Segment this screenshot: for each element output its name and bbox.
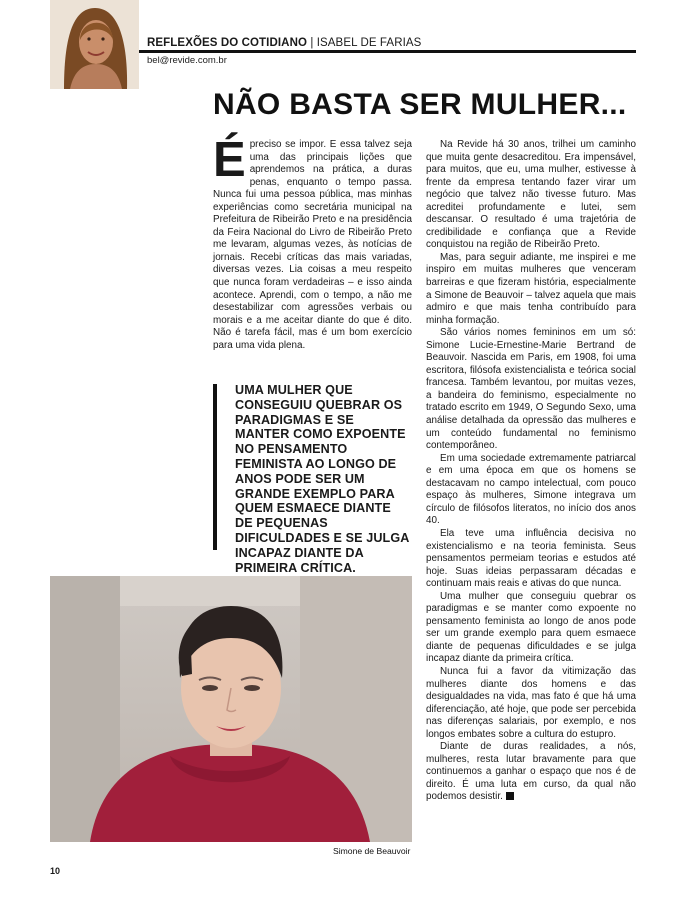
- drop-cap: É: [213, 133, 246, 187]
- pull-quote: UMA MULHER QUE CONSEGUIU QUEBRAR OS PARADIGMAS E SE MANTER COMO EXPOENTE NO PENSAMENTO FEMINISTA AO LONGO DE ANOS PODE SER UM GRANDE EXEMPLO PARA QUEM ESMAECE DIANTE DE PEQUENAS DIFICULDADES E SE JULGA INCAPAZ DIANTE DA PRIMEIRA CRÍTICA.: [235, 383, 409, 575]
- body-paragraph: Na Revide há 30 anos, trilhei um caminho que muita gente desacreditou. Era impensável, para muitos, que eu, uma mulher, estivesse à frente da empresa tentando fazer virar um negócio que talvez não tivesse futuro. Mas acreditei profundamente e lutei, sem descansar. O resultado é uma trajetória de credibilidade e confiança que a Revide conquistou na região de Ribeirão Preto.: [426, 139, 636, 251]
- page-number: 10: [50, 866, 61, 876]
- photo-caption: Simone de Beauvoir: [333, 846, 411, 856]
- body-paragraph: São vários nomes femininos em um só: Simone Lucie-Ernestine-Marie Bertrand de Beauvoir. Nascida em Paris, em 1908, foi uma escritora, filósofa existencialista e teórica social francesa. Também levantou, por muitas vezes, a bandeira do feminismo, especialmente no tratado escrito em 1949, O Segundo Sexo, uma análise detalhada da opressão das mulheres e um conteúdo fundamental no feminismo contemporâneo.: [426, 327, 636, 452]
- simone-de-beauvoir-photo: [50, 576, 412, 842]
- body-paragraph: Nunca fui a favor da vitimização das mulheres diante dos homens e das desigualdades na vida, mas fato é que há uma diferenciação, até hoje, que pode ser percebida nas diferenças salariais, por exemplo, e nos longos embates sobre a cultura do estupro.: [426, 665, 636, 740]
- final-paragraph: [426, 741, 636, 804]
- pull-quote-bar: [213, 384, 217, 550]
- author-name: ISABEL DE FARIAS: [316, 37, 422, 49]
- intro-paragraph: [213, 133, 412, 352]
- left-column: [213, 133, 412, 352]
- end-of-article-mark-icon: [506, 792, 514, 800]
- author-email: bel@revide.com.br: [147, 55, 227, 66]
- body-paragraph: Ela teve uma influência decisiva no existencialismo e na teoria feminista. Seus pensamentos permeiam teorias e estudos até hoje. Suas ideias perpassaram décadas e continuam mais reais e ativas do que nunca.: [426, 527, 636, 590]
- body-paragraph: Uma mulher que conseguiu quebrar os paradigmas e se manter como expoente no pensamento feminista ao longo de anos pode ser um grande exemplo para quem esmaece diante de pequenas dificuldades e se julga incapaz diante da primeira crítica.: [426, 590, 636, 665]
- title-separator: |: [310, 37, 314, 49]
- final-paragraph-text: Diante de duras realidades, a nós, mulheres, resta lutar bravamente para que continuemos a ganhar o espaço que nos é de direito. É uma luta em curso, da qual não podemos desistir.: [426, 741, 636, 803]
- author-photo: [50, 0, 139, 89]
- right-column: [426, 139, 636, 804]
- section-title: [147, 37, 421, 49]
- section-name: REFLEXÕES DO COTIDIANO: [147, 37, 308, 49]
- article-headline: NÃO BASTA SER MULHER...: [213, 88, 627, 121]
- header-rule: [139, 50, 636, 53]
- body-paragraph: Mas, para seguir adiante, me inspirei e me inspiro em muitas mulheres que venceram barreiras e que fizeram história, especialmente a Simone de Beauvoir – talvez aquela que mais admiro e que mais tenha contribuído para minha formação.: [426, 251, 636, 326]
- body-paragraph: Em uma sociedade extremamente patriarcal e em uma época em que os homens se destacavam no campo intelectual, com pouco espaço às mulheres, Simone integrava um círculo de filósofos literatos, no início dos anos 40.: [426, 452, 636, 527]
- intro-text: preciso se impor. E essa talvez seja uma das principais lições que aprendemos na prática, a duras penas, enquanto o tempo passa. Nunca fui uma pessoa pública, mas minhas experiências como secretária municipal na Prefeitura de Ribeirão Preto e na presidência da Feira Nacional do Livro de Ribeirão Preto me levaram, algumas vezes, às notícias de jornais. Recebi críticas das mais variadas, diversas vezes. Lia coisas a meu respeito que nunca foram verdadeiras – e isso ainda acontece. Aprendi, com o tempo, a não me desestabilizar com agressões verbais ou morais e a me aceitar diante do que é dito. Não é tarefa fácil, mas é um bom exercício para uma vida plena.: [213, 139, 412, 351]
